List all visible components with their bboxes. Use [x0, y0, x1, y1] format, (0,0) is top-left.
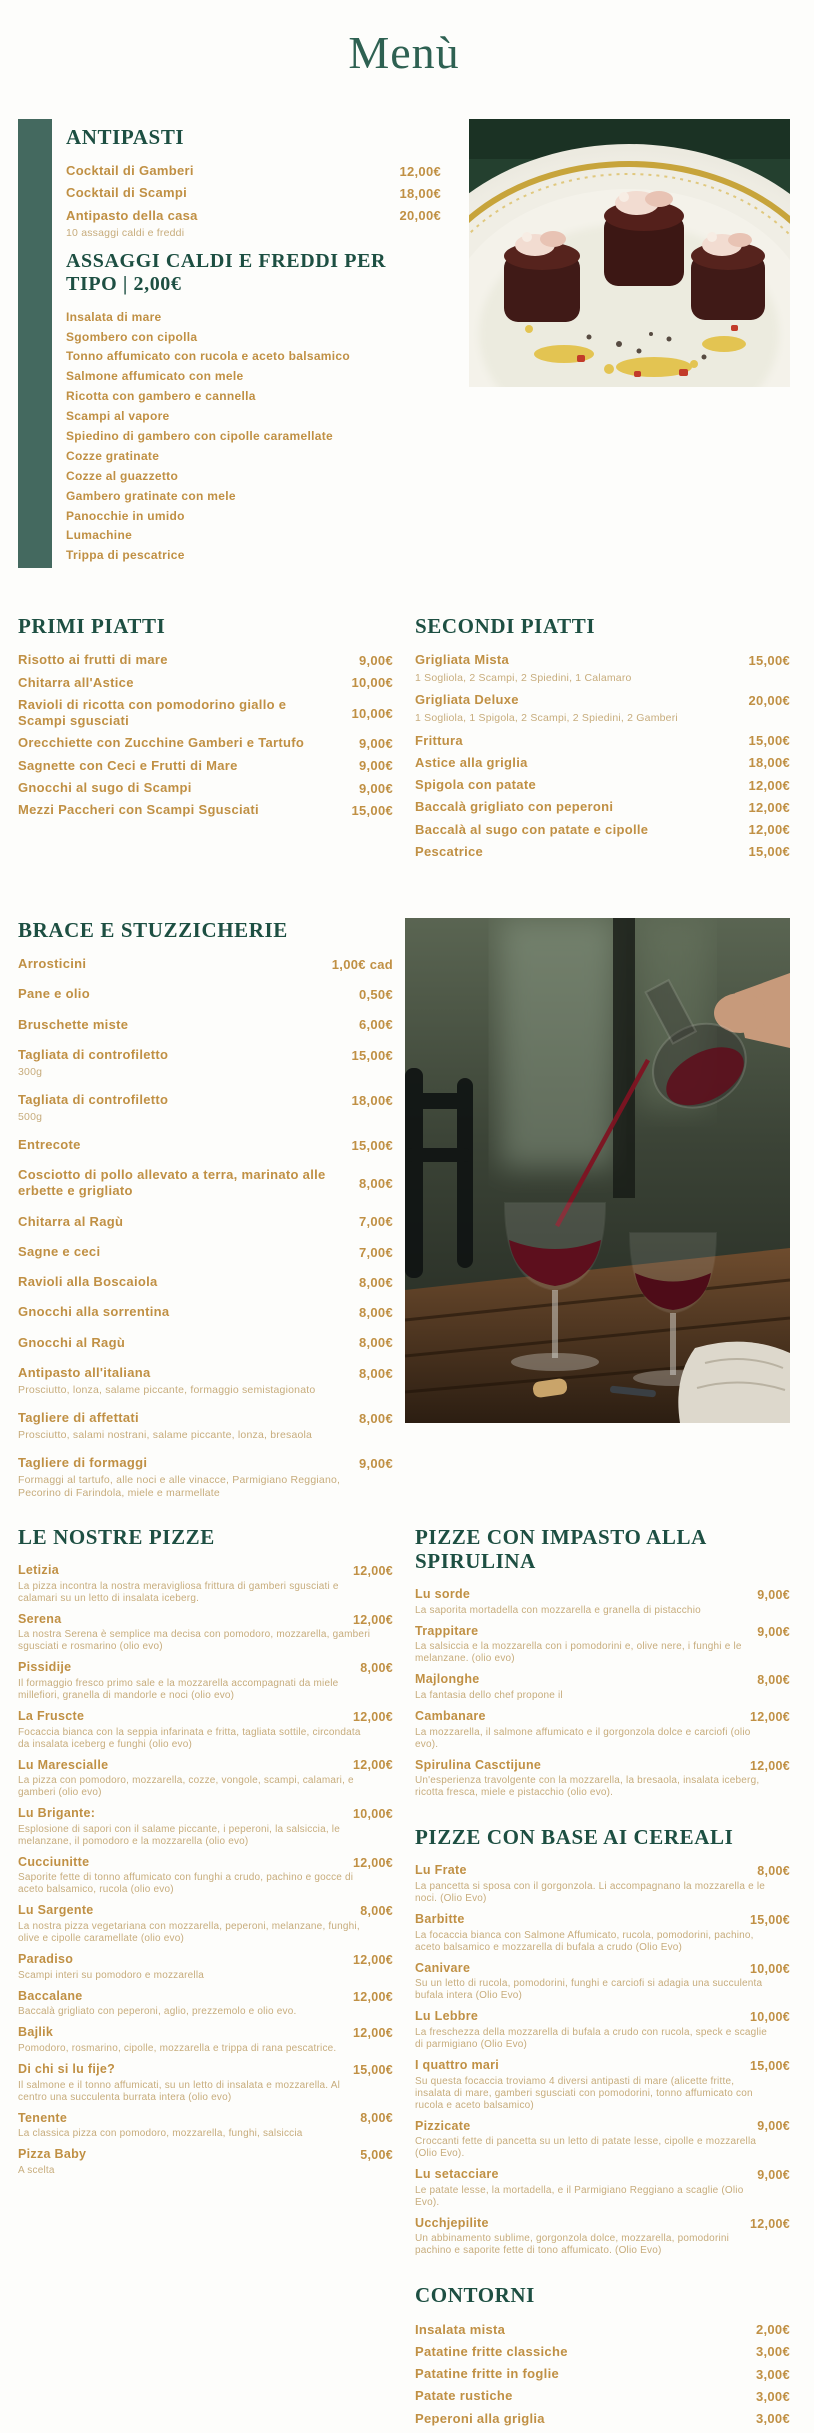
item-name: Cocktail di Gamberi: [66, 163, 194, 179]
item-name: Lu Brigante:: [18, 1806, 96, 1821]
item-price: 10,00€: [749, 2010, 790, 2025]
menu-item: [18, 1563, 393, 1579]
item-price: 15,00€: [352, 2062, 393, 2077]
item-desc: La focaccia bianca con Salmone Affumicato, rucola, pomodorini, pachino, aceto balsamico e mozzarella di bufala a crudo (Olio Evo): [415, 1929, 754, 1953]
item-name: Risotto ai frutti di mare: [18, 652, 168, 668]
item-price: 2,00€: [755, 2322, 790, 2338]
item-price: 15,00€: [748, 733, 790, 749]
item-price: 6,00€: [358, 1017, 393, 1033]
menu-item: [18, 2111, 393, 2127]
item-name: Bruschette miste: [18, 1016, 129, 1032]
spirulina-items: [415, 1587, 790, 1799]
item-name: Baccalà grigliato con peperoni: [415, 799, 614, 815]
tasting-item: Gambero gratinate con mele: [66, 488, 236, 503]
menu-item: [415, 2411, 790, 2427]
item-name: Trappitare: [415, 1623, 479, 1638]
item-price: 7,00€: [358, 1244, 393, 1260]
item-name: Canivare: [415, 1960, 471, 1975]
item-name: Pizza Baby: [18, 2147, 87, 2162]
item-name: Baccalà al sugo con patate e cipolle: [415, 821, 649, 837]
item-price: 12,00€: [352, 1563, 393, 1578]
item-price: 12,00€: [352, 1989, 393, 2004]
tasting-item: Scampi al vapore: [66, 409, 170, 424]
menu-item: [415, 1758, 790, 1774]
item-desc: Esplosione di sapori con il salame piccante, i peperoni, la salsiccia, le melanzane, il pomodoro e la mozzarella (olio evo): [18, 1823, 340, 1847]
item-price: 3,00€: [755, 2388, 790, 2404]
item-price: 15,00€: [749, 1912, 790, 1927]
item-name: Ucchjepilite: [415, 2215, 489, 2230]
pizze-items: [18, 1563, 393, 2177]
item-desc: La pizza incontra la nostra meravigliosa frittura di gamberi sgusciati e calamari su un letto di insalata iceberg.: [18, 1580, 339, 1604]
item-name: Tagliata di controfiletto: [18, 1091, 169, 1107]
menu-title: Menù: [348, 27, 460, 78]
item-price: 18,00€: [351, 1092, 393, 1108]
item-price: 5,00€: [360, 2148, 393, 2162]
section-antipasti: [18, 119, 790, 568]
menu-item: [18, 1304, 393, 1320]
item-desc: La pizza con pomodoro, mozzarella, cozze, vongole, scampi, calamari, e gamberi (olio evo): [18, 1775, 354, 1799]
item-desc: Prosciutto, salami nostrani, salame piccante, lonza, bresaola: [18, 1429, 313, 1442]
item-name: Insalata mista: [415, 2321, 506, 2337]
heading-brace: BRACE E STUZZICHERIE: [18, 918, 288, 942]
item-price: 3,00€: [755, 2366, 790, 2382]
item-price: 12,00€: [399, 163, 441, 179]
item-name: Orecchiette con Zucchine Gamberi e Tartufo: [18, 735, 305, 751]
item-price: 8,00€: [358, 1175, 393, 1191]
item-desc: La nostra pizza vegetariana con mozzarella, peperoni, melanzane, funghi, olive e cipolle caramellate (olio evo): [18, 1921, 360, 1945]
brace-items: [18, 956, 393, 1500]
heading-pizze: LE NOSTRE PIZZE: [18, 1524, 215, 1549]
item-price: 8,00€: [358, 1410, 393, 1426]
item-price: 10,00€: [352, 1807, 393, 1821]
menu-item: [18, 1709, 393, 1725]
item-price: 15,00€: [351, 802, 393, 818]
item-name: Lu Sargente: [18, 1903, 94, 1918]
item-desc: 500g: [18, 1111, 43, 1124]
section-secondi: [415, 614, 790, 866]
section-primi-secondi: [18, 614, 790, 866]
section-primi: [18, 614, 393, 866]
item-name: Patatine fritte classiche: [415, 2343, 568, 2359]
menu-item: [415, 1672, 790, 1688]
item-name: Barbitte: [415, 1912, 465, 1927]
item-price: 9,00€: [757, 2119, 790, 2134]
item-price: 9,00€: [358, 780, 393, 796]
item-desc: La salsiccia e la mozzarella con i pomodorini e, olive nere, i funghi e le melanzane. (olio evo): [415, 1641, 742, 1665]
item-price: 8,00€: [757, 1673, 790, 1688]
section-brace-row: [18, 918, 790, 1513]
menu-item: [18, 2062, 393, 2078]
antipasti-body: [66, 119, 441, 568]
menu-item: [18, 1903, 393, 1919]
item-name: La Fruscte: [18, 1708, 85, 1723]
item-name: Bajlik: [18, 2025, 54, 2040]
item-price: 9,00€: [358, 736, 393, 752]
item-name: Sagne e ceci: [18, 1243, 101, 1259]
menu-item: [415, 2366, 790, 2382]
menu-item: [18, 652, 393, 668]
item-desc: Il formaggio fresco primo sale e la mozzarella accompagnati da miele millefiori, granella di mandorle e noci (olio evo): [18, 1677, 339, 1701]
item-desc: La saporita mortadella con mozzarella e granella di pistacchio: [415, 1604, 701, 1616]
item-price: 9,00€: [358, 1455, 393, 1471]
item-name: Antipasto all'italiana: [18, 1364, 151, 1380]
heading-cereali: PIZZE CON BASE AI CEREALI: [415, 1825, 734, 1850]
menu-item: [66, 208, 441, 224]
menu-item: [18, 1952, 393, 1968]
heading-antipasti: ANTIPASTI: [66, 125, 185, 149]
menu-item: [18, 1455, 393, 1471]
item-name: Lu sorde: [415, 1587, 471, 1602]
heading-spirulina: PIZZE CON IMPASTO ALLA SPIRULINA: [415, 1524, 706, 1574]
item-name: Paradiso: [18, 1952, 74, 1967]
menu-item: [18, 1244, 393, 1260]
item-name: Tagliere di formaggi: [18, 1455, 148, 1471]
item-name: Patate rustiche: [415, 2388, 513, 2404]
menu-item: [18, 2025, 393, 2041]
item-desc: La fantasia dello chef propone il: [415, 1690, 563, 1702]
menu-item: [18, 1335, 393, 1351]
item-name: Spigola con patate: [415, 777, 536, 792]
section-spirulina: [415, 1525, 790, 1799]
menu-item: [18, 1989, 393, 2005]
item-desc: Un abbinamento sublime, gorgonzola dolce, mozzarella, pomodorini pachino e saporite fette di tono affumicato. (Olio Evo): [415, 2233, 730, 2257]
menu-item: [18, 956, 393, 972]
menu-item: [18, 1092, 393, 1108]
menu-item: [415, 692, 790, 708]
item-desc: Su questa focaccia troviamo 4 diversi antipasti di mare (alicette fritte, insalata di mare, gamberi sgusciati con pomodorini, tonno affumicato con rucola e aceto balsamico): [415, 2075, 753, 2111]
item-desc: Un'esperienza travolgente con la mozzarella, la bresaola, insalata iceberg, ricotta fresca, miele e pistacchio (olio evo).: [415, 1775, 760, 1799]
item-desc: Il salmone e il tonno affumicati, su un letto di insalata e mozzarella. Al centro una succulenta burrata intera (olio evo): [18, 2079, 341, 2103]
item-name: Arrosticini: [18, 956, 87, 972]
item-name: Tagliata di controfiletto: [18, 1046, 169, 1062]
tastings-list: [66, 310, 441, 563]
cereali-items: [415, 1863, 790, 2257]
item-price: 15,00€: [351, 1137, 393, 1153]
item-name: Sagnette con Ceci e Frutti di Mare: [18, 757, 238, 773]
item-name: Gnocchi al sugo di Scampi: [18, 779, 192, 795]
item-desc: 1 Sogliola, 1 Spigola, 2 Scampi, 2 Spiedini, 2 Gamberi: [415, 711, 678, 724]
item-name: Antipasto della casa: [66, 207, 198, 223]
menu-item: [18, 1758, 393, 1774]
tasting-item: Ricotta con gambero e cannella: [66, 389, 256, 404]
contorni-items: [415, 2322, 790, 2427]
item-desc: Focaccia bianca con la seppia infarinata e fritta, tagliata sottile, circondata da insalata iceberg e funghi (olio evo): [18, 1726, 361, 1750]
menu-item: [18, 1410, 393, 1426]
menu-page: [0, 26, 814, 2433]
menu-item: [18, 780, 393, 796]
item-price: 8,00€: [360, 2111, 393, 2126]
item-price: 8,00€: [358, 1274, 393, 1290]
item-price: 15,00€: [748, 844, 790, 860]
item-price: 0,50€: [358, 987, 393, 1003]
item-price: 15,00€: [748, 653, 790, 669]
section-pizze: [18, 1525, 393, 2433]
section-cereali: [415, 1825, 790, 2257]
menu-item: [415, 1912, 790, 1928]
item-name: Gnocchi alla sorrentina: [18, 1304, 170, 1320]
item-desc: 1 Sogliola, 2 Scampi, 2 Spiedini, 1 Calamaro: [415, 671, 632, 684]
tasting-item: Cozze al guazzetto: [66, 468, 179, 483]
item-name: Cosciotto di pollo allevato a terra, marinato alle erbette e grigliato: [18, 1167, 326, 1199]
heading-assaggi: ASSAGGI CALDI E FREDDI PER TIPO | 2,00€: [66, 249, 387, 295]
item-price: 8,00€: [358, 1305, 393, 1321]
item-name: Tenente: [18, 2110, 68, 2125]
menu-item: [415, 2167, 790, 2183]
menu-item: [18, 758, 393, 774]
item-name: Spirulina Casctijune: [415, 1757, 542, 1772]
menu-item: [415, 1709, 790, 1725]
item-name: Ravioli di ricotta con pomodorino giallo e Scampi sgusciati: [18, 696, 287, 729]
antipasti-items: [66, 163, 441, 240]
menu-item: [415, 1587, 790, 1603]
tasting-item: Insalata di mare: [66, 309, 162, 324]
item-price: 12,00€: [352, 2026, 393, 2041]
menu-item: [18, 697, 393, 730]
item-name: Majlonghe: [415, 1672, 480, 1687]
menu-item: [415, 1961, 790, 1977]
item-desc: Pomodoro, rosmarino, cipolle, mozzarella e trippa di rana pescatrice.: [18, 2042, 337, 2054]
item-name: Pizzicate: [415, 2118, 471, 2133]
item-desc: Croccanti fette di pancetta su un letto di patate lesse, cipolle e mozzarella (Olio Evo).: [415, 2136, 757, 2160]
menu-item: [18, 1274, 393, 1290]
item-price: 15,00€: [351, 1047, 393, 1063]
menu-item: [18, 735, 393, 751]
item-price: 12,00€: [748, 799, 790, 815]
item-desc: La mozzarella, il salmone affumicato e il gorgonzola dolce e carciofi (olio evo).: [415, 1726, 751, 1750]
menu-item: [415, 1863, 790, 1879]
menu-item: [415, 822, 790, 838]
item-name: Grigliata Deluxe: [415, 692, 519, 708]
item-price: 9,00€: [358, 653, 393, 669]
menu-item: [66, 163, 441, 179]
menu-item: [18, 2147, 393, 2163]
section-contorni: [415, 2283, 790, 2426]
item-name: I quattro mari: [415, 2057, 500, 2072]
item-name: Di chi si lu fije?: [18, 2061, 116, 2076]
item-price: 9,00€: [757, 1588, 790, 1603]
tasting-item: Trippa di pescatrice: [66, 548, 185, 563]
antipasti-column: [18, 119, 441, 568]
menu-item: [18, 986, 393, 1002]
tasting-item: Panocchie in umido: [66, 508, 185, 523]
item-name: Cucciunitte: [18, 1854, 90, 1869]
item-price: 20,00€: [748, 693, 790, 709]
item-name: Grigliata Mista: [415, 652, 510, 668]
item-name: Baccalane: [18, 1988, 83, 2003]
tasting-item: Lumachine: [66, 528, 133, 543]
item-price: 9,00€: [757, 1624, 790, 1639]
item-name: Lu Marescialle: [18, 1757, 109, 1772]
section-brace: [18, 918, 393, 1513]
item-price: 1,00€ cad: [331, 956, 393, 972]
item-desc: Baccalà grigliato con peperoni, aglio, prezzemolo e olio evo.: [18, 2006, 297, 2018]
item-price: 8,00€: [360, 1661, 393, 1676]
item-price: 12,00€: [748, 777, 790, 793]
heading-secondi: SECONDI PIATTI: [415, 614, 596, 639]
item-name: Chitarra al Ragù: [18, 1213, 124, 1229]
menu-item: [415, 2009, 790, 2025]
menu-item: [18, 1365, 393, 1381]
menu-item: [18, 1806, 393, 1822]
item-desc: La pancetta si sposa con il gorgonzola. Li accompagnano la mozzarella e le noci. (Olio Evo): [415, 1881, 766, 1905]
item-desc: Scampi interi su pomodoro e mozzarella: [18, 1969, 205, 1981]
menu-item: [415, 2119, 790, 2135]
menu-item: [18, 675, 393, 691]
item-desc: 10 assaggi caldi e freddi: [66, 226, 185, 239]
item-name: Ravioli alla Boscaiola: [18, 1274, 158, 1290]
item-price: 3,00€: [755, 2344, 790, 2360]
menu-item: [18, 802, 393, 818]
item-price: 18,00€: [748, 755, 790, 771]
item-name: Patatine fritte in foglie: [415, 2366, 560, 2382]
tasting-item: Sgombero con cipolla: [66, 329, 198, 344]
item-desc: 300g: [18, 1066, 43, 1079]
item-name: Lu setacciare: [415, 2167, 499, 2182]
menu-item: [415, 2344, 790, 2360]
item-price: 12,00€: [749, 1709, 790, 1724]
item-price: 8,00€: [757, 1864, 790, 1879]
item-price: 12,00€: [352, 1855, 393, 1870]
heading-contorni: CONTORNI: [415, 2283, 535, 2308]
item-desc: A scelta: [18, 2164, 55, 2176]
tasting-item: Spiedino di gambero con cipolle caramellate: [66, 429, 333, 444]
menu-item: [415, 652, 790, 668]
item-price: 12,00€: [748, 822, 790, 838]
menu-item: [18, 1855, 393, 1871]
heading-primi: PRIMI PIATTI: [18, 614, 166, 639]
menu-item: [415, 733, 790, 749]
tasting-item: Salmone affumicato con mele: [66, 369, 244, 384]
item-price: 12,00€: [749, 2216, 790, 2231]
item-name: Entrecote: [18, 1136, 81, 1152]
item-price: 8,00€: [358, 1335, 393, 1351]
menu-item: [18, 1047, 393, 1063]
item-name: Astice alla griglia: [415, 754, 528, 770]
item-desc: Le patate lesse, la mortadella, e il Parmigiano Reggiano a scaglie (Olio Evo).: [415, 2184, 744, 2208]
item-price: 12,00€: [352, 1758, 393, 1773]
menu-item: [415, 2058, 790, 2074]
item-price: 15,00€: [749, 2058, 790, 2073]
item-name: Lu Lebbre: [415, 2009, 479, 2024]
menu-item: [415, 755, 790, 771]
item-price: 9,00€: [358, 758, 393, 774]
item-name: Lu Frate: [415, 1863, 467, 1878]
item-name: Cambanare: [415, 1709, 486, 1724]
item-price: 20,00€: [399, 208, 441, 224]
item-name: Pissidije: [18, 1660, 72, 1675]
wine-photo: [405, 918, 790, 1423]
antipasti-photo: [469, 119, 790, 387]
item-name: Tagliere di affettati: [18, 1410, 139, 1426]
item-price: 10,00€: [351, 675, 393, 691]
item-price: 9,00€: [757, 2168, 790, 2183]
item-desc: La nostra Serena è semplice ma decisa con pomodoro, mozzarella, gamberi sgusciati e rosmarino (olio evo): [18, 1629, 371, 1653]
item-price: 3,00€: [755, 2411, 790, 2427]
item-desc: La classica pizza con pomodoro, mozzarella, funghi, salsiccia: [18, 2128, 303, 2140]
menu-item: [415, 1624, 790, 1640]
item-price: 8,00€: [358, 1365, 393, 1381]
item-desc: Prosciutto, lonza, salame piccante, formaggio semistagionato: [18, 1384, 316, 1397]
pizze-right-column: [415, 1525, 790, 2433]
item-price: 18,00€: [399, 186, 441, 202]
item-name: Pane e olio: [18, 986, 90, 1002]
menu-item: [18, 1017, 393, 1033]
item-name: Chitarra all'Astice: [18, 674, 134, 690]
item-name: Cocktail di Scampi: [66, 185, 187, 201]
item-name: Mezzi Paccheri con Scampi Sgusciati: [18, 802, 259, 818]
section-pizze-row: [18, 1525, 790, 2433]
menu-item: [66, 185, 441, 201]
primi-items: [18, 652, 393, 818]
menu-item: [415, 844, 790, 860]
item-name: Frittura: [415, 732, 463, 748]
item-price: 7,00€: [358, 1214, 393, 1230]
item-desc: Saporite fette di tonno affumicato con funghi a crudo, pachino e gocce di aceto balsamico, rucola (olio evo): [18, 1872, 354, 1896]
menu-item: [18, 1214, 393, 1230]
menu-item: [18, 1612, 393, 1628]
item-name: Gnocchi al Ragù: [18, 1334, 126, 1350]
menu-item: [415, 2322, 790, 2338]
menu-item: [415, 2216, 790, 2232]
item-name: Serena: [18, 1611, 62, 1626]
item-desc: Formaggi al tartufo, alle noci e alle vinacce, Parmigiano Reggiano, Pecorino di Farindola, miele e marmellate: [18, 1474, 341, 1500]
item-desc: La freschezza della mozzarella di bufala a crudo con rucola, speck e scaglie di parmigiano (Olio Evo): [415, 2026, 768, 2050]
menu-item: [415, 2388, 790, 2404]
item-price: 10,00€: [749, 1961, 790, 1976]
item-price: 12,00€: [749, 1758, 790, 1773]
item-price: 12,00€: [352, 1709, 393, 1724]
item-name: Letizia: [18, 1563, 59, 1578]
menu-item: [18, 1167, 393, 1200]
secondi-items: [415, 652, 790, 860]
section-accent-bar: [18, 119, 52, 568]
item-price: 12,00€: [352, 1612, 393, 1627]
item-desc: Su un letto di rucola, pomodorini, funghi e carciofi si adagia una succulenta bufala intera (Olio Evo): [415, 1978, 763, 2002]
menu-item: [18, 1660, 393, 1676]
tasting-item: Tonno affumicato con rucola e aceto balsamico: [66, 349, 350, 364]
item-name: Peperoni alla griglia: [415, 2410, 545, 2426]
item-price: 8,00€: [360, 1904, 393, 1919]
item-price: 10,00€: [351, 705, 393, 721]
menu-item: [18, 1137, 393, 1153]
item-name: Pescatrice: [415, 843, 484, 859]
menu-item: [415, 777, 790, 793]
tasting-item: Cozze gratinate: [66, 448, 160, 463]
menu-item: [415, 799, 790, 815]
item-price: 12,00€: [352, 1952, 393, 1967]
